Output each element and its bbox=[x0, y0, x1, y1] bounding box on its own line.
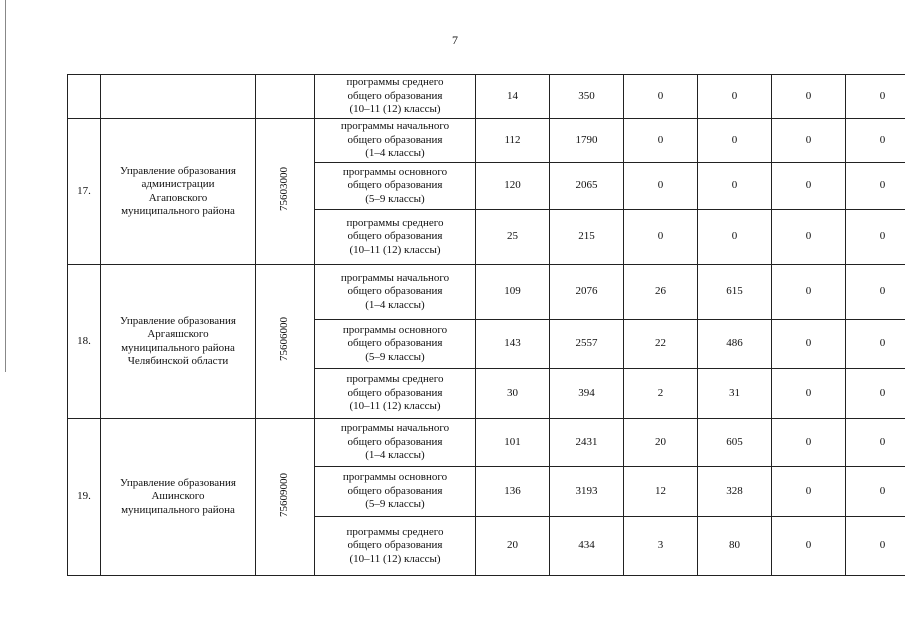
value-cell: 0 bbox=[846, 75, 905, 119]
value-cell: 0 bbox=[772, 119, 846, 163]
value-cell: 0 bbox=[698, 163, 772, 210]
value-cell: 0 bbox=[772, 163, 846, 210]
program-cell bbox=[315, 210, 476, 265]
program-cell bbox=[315, 163, 476, 210]
organization-cell bbox=[101, 419, 256, 576]
value-cell: 0 bbox=[846, 163, 905, 210]
program-cell bbox=[315, 75, 476, 119]
oktmo-code-cell bbox=[256, 75, 315, 119]
value-cell: 2065 bbox=[550, 163, 624, 210]
organization-name: Управление образования администрации Агаповского муниципального района bbox=[120, 164, 236, 217]
value-cell: 0 bbox=[624, 75, 698, 119]
page-margin-line bbox=[5, 0, 6, 372]
organization-cell bbox=[101, 265, 256, 419]
value-cell: 0 bbox=[772, 369, 846, 419]
value-cell: 328 bbox=[698, 467, 772, 517]
value-cell: 136 bbox=[476, 467, 550, 517]
value-cell: 0 bbox=[846, 210, 905, 265]
value-cell: 0 bbox=[846, 320, 905, 369]
value-cell: 0 bbox=[772, 75, 846, 119]
row-number-cell: 19. bbox=[68, 419, 101, 576]
program-label: программы основного общего образования (5–9 классы) bbox=[342, 323, 448, 363]
table-row bbox=[68, 119, 905, 163]
education-programs-table bbox=[67, 74, 905, 576]
value-cell: 20 bbox=[476, 517, 550, 576]
value-cell: 0 bbox=[846, 419, 905, 467]
oktmo-code-cell bbox=[256, 265, 315, 419]
program-label: программы начального общего образования (1–4 классы) bbox=[340, 422, 450, 462]
row-number-cell bbox=[68, 75, 101, 119]
program-cell bbox=[315, 265, 476, 320]
value-cell: 2076 bbox=[550, 265, 624, 320]
value-cell: 0 bbox=[846, 369, 905, 419]
organization-cell bbox=[101, 119, 256, 265]
value-cell: 0 bbox=[772, 265, 846, 320]
value-cell: 0 bbox=[772, 320, 846, 369]
value-cell: 0 bbox=[846, 119, 905, 163]
program-label: программы начального общего образования (1–4 классы) bbox=[340, 120, 450, 160]
row-number-cell: 17. bbox=[68, 119, 101, 265]
program-label: программы начального общего образования (1–4 классы) bbox=[340, 271, 450, 311]
value-cell: 394 bbox=[550, 369, 624, 419]
value-cell: 0 bbox=[698, 75, 772, 119]
value-cell: 0 bbox=[624, 210, 698, 265]
oktmo-code: 75606000 bbox=[278, 317, 291, 362]
value-cell: 120 bbox=[476, 163, 550, 210]
table-row bbox=[68, 265, 905, 320]
program-cell bbox=[315, 320, 476, 369]
value-cell: 101 bbox=[476, 419, 550, 467]
value-cell: 0 bbox=[698, 210, 772, 265]
program-label: программы среднего общего образования (10–11 (12) классы) bbox=[346, 76, 444, 116]
program-cell bbox=[315, 419, 476, 467]
value-cell: 0 bbox=[772, 210, 846, 265]
value-cell: 112 bbox=[476, 119, 550, 163]
value-cell: 31 bbox=[698, 369, 772, 419]
oktmo-code: 75609000 bbox=[278, 472, 291, 517]
table-body bbox=[68, 75, 905, 576]
program-label: программы среднего общего образования (10–11 (12) классы) bbox=[346, 525, 444, 565]
value-cell: 350 bbox=[550, 75, 624, 119]
oktmo-code-cell bbox=[256, 419, 315, 576]
program-label: программы основного общего образования (5–9 классы) bbox=[342, 471, 448, 511]
value-cell: 25 bbox=[476, 210, 550, 265]
organization-name: Управление образования Ашинского муниципального района bbox=[120, 476, 236, 516]
value-cell: 143 bbox=[476, 320, 550, 369]
row-number-cell: 18. bbox=[68, 265, 101, 419]
oktmo-code: 75603000 bbox=[278, 167, 291, 212]
value-cell: 605 bbox=[698, 419, 772, 467]
program-cell bbox=[315, 467, 476, 517]
value-cell: 2431 bbox=[550, 419, 624, 467]
value-cell: 0 bbox=[846, 467, 905, 517]
program-cell bbox=[315, 119, 476, 163]
value-cell: 12 bbox=[624, 467, 698, 517]
value-cell: 0 bbox=[846, 265, 905, 320]
value-cell: 1790 bbox=[550, 119, 624, 163]
value-cell: 0 bbox=[772, 419, 846, 467]
program-label: программы среднего общего образования (10–11 (12) классы) bbox=[346, 373, 444, 413]
value-cell: 22 bbox=[624, 320, 698, 369]
organization-cell bbox=[101, 75, 256, 119]
value-cell: 0 bbox=[846, 517, 905, 576]
program-label: программы основного общего образования (5–9 классы) bbox=[342, 165, 448, 205]
value-cell: 80 bbox=[698, 517, 772, 576]
value-cell: 0 bbox=[772, 517, 846, 576]
value-cell: 3193 bbox=[550, 467, 624, 517]
value-cell: 2 bbox=[624, 369, 698, 419]
value-cell: 0 bbox=[772, 467, 846, 517]
value-cell: 0 bbox=[698, 119, 772, 163]
value-cell: 615 bbox=[698, 265, 772, 320]
value-cell: 215 bbox=[550, 210, 624, 265]
value-cell: 14 bbox=[476, 75, 550, 119]
table-row bbox=[68, 419, 905, 467]
program-cell bbox=[315, 369, 476, 419]
value-cell: 0 bbox=[624, 119, 698, 163]
value-cell: 26 bbox=[624, 265, 698, 320]
value-cell: 486 bbox=[698, 320, 772, 369]
value-cell: 3 bbox=[624, 517, 698, 576]
program-cell bbox=[315, 517, 476, 576]
value-cell: 20 bbox=[624, 419, 698, 467]
organization-name: Управление образования Аргаяшского муниципального района Челябинской области bbox=[120, 314, 236, 367]
value-cell: 30 bbox=[476, 369, 550, 419]
table-row bbox=[68, 75, 905, 119]
value-cell: 434 bbox=[550, 517, 624, 576]
program-label: программы среднего общего образования (10–11 (12) классы) bbox=[346, 216, 444, 256]
value-cell: 0 bbox=[624, 163, 698, 210]
page-number: 7 bbox=[452, 33, 458, 47]
value-cell: 2557 bbox=[550, 320, 624, 369]
value-cell: 109 bbox=[476, 265, 550, 320]
oktmo-code-cell bbox=[256, 119, 315, 265]
